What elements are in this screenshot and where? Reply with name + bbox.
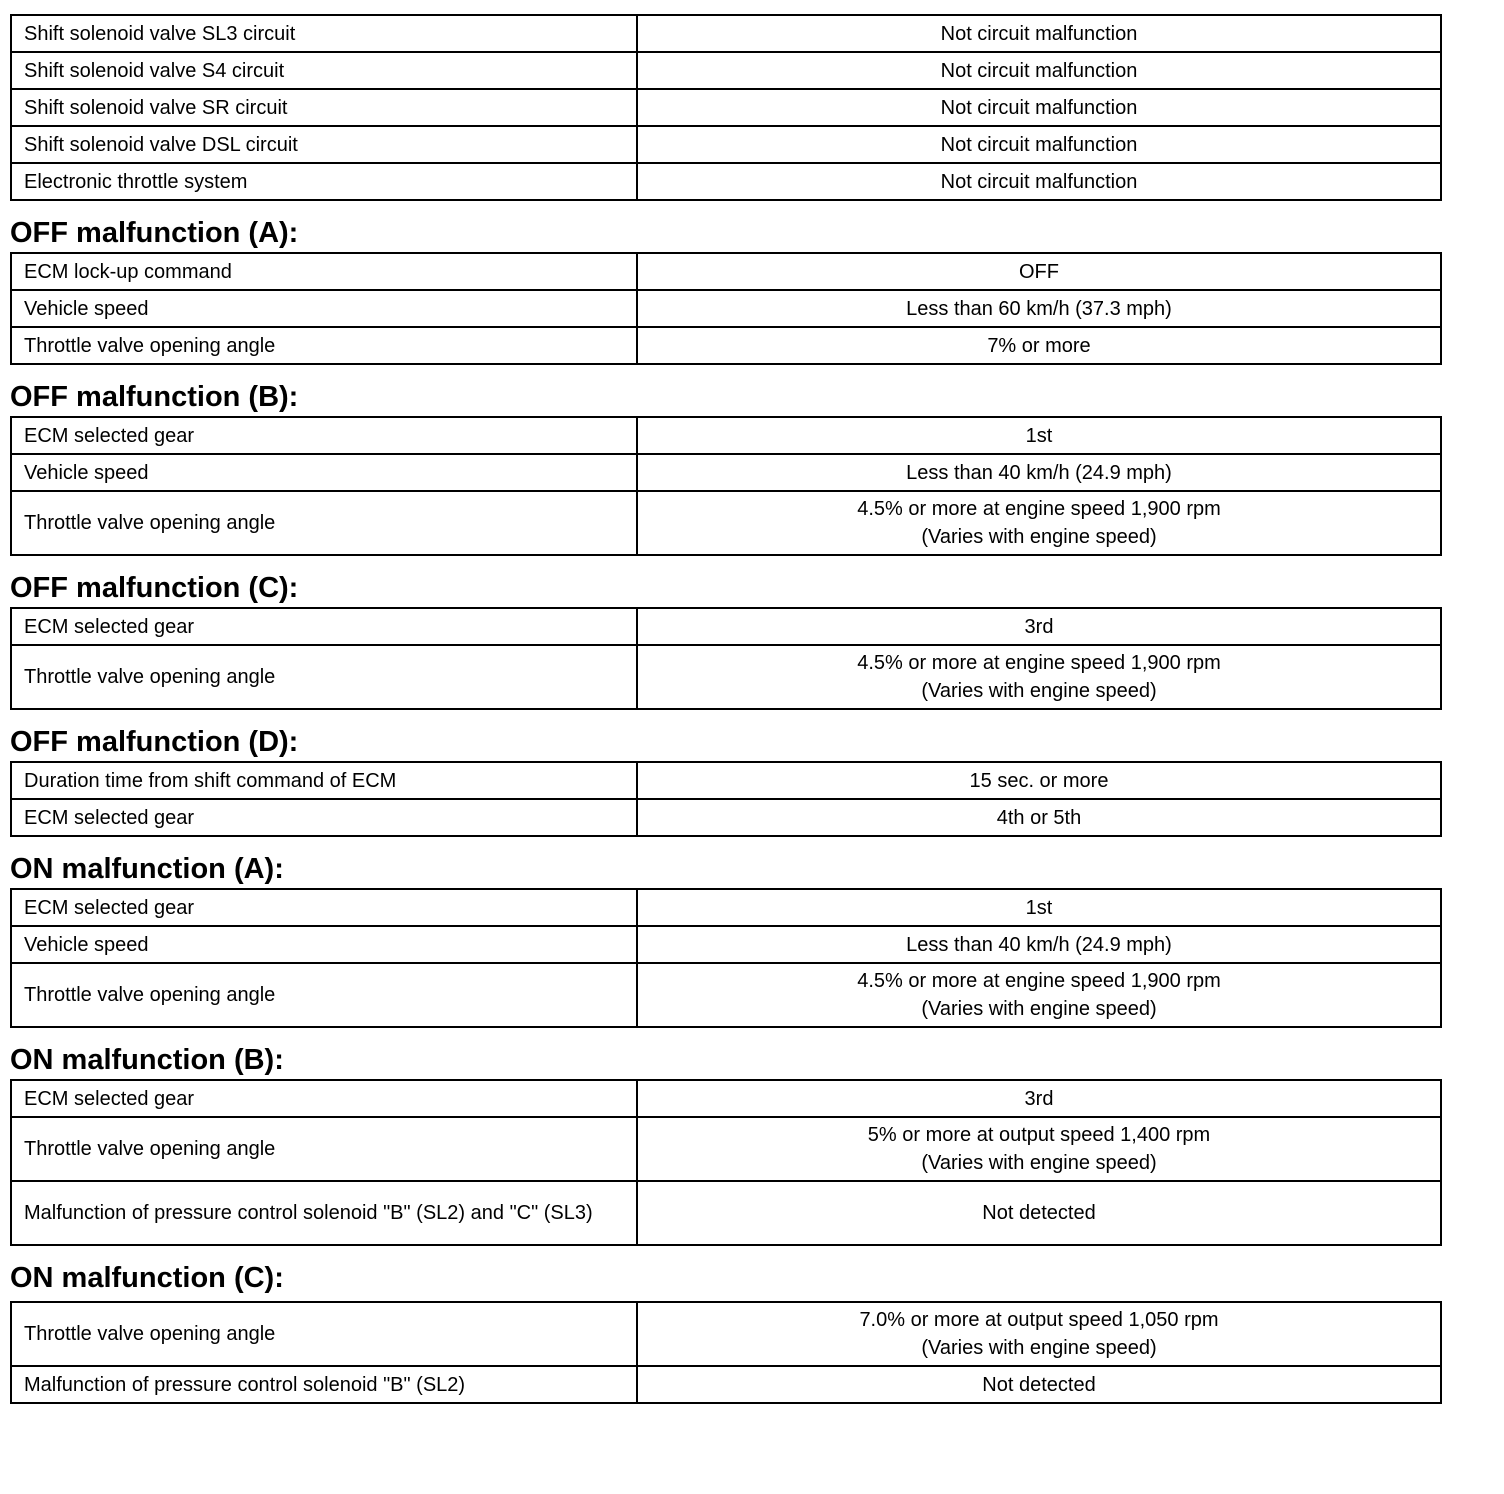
- condition-item: Duration time from shift command of ECM: [11, 762, 637, 799]
- table-row: [11, 1117, 1441, 1181]
- condition-value: 5% or more at output speed 1,400 rpm (Varies with engine speed): [637, 1117, 1441, 1181]
- condition-value: Not detected: [637, 1366, 1441, 1403]
- table-row: [11, 889, 1441, 926]
- condition-item: Throttle valve opening angle: [11, 1117, 637, 1181]
- condition-item: Shift solenoid valve S4 circuit: [11, 52, 637, 89]
- section-heading-off-d: OFF malfunction (D):: [10, 726, 299, 758]
- table-row: [11, 645, 1441, 709]
- condition-item: Shift solenoid valve DSL circuit: [11, 126, 637, 163]
- section-heading-off-a: OFF malfunction (A):: [10, 217, 299, 249]
- condition-item: Throttle valve opening angle: [11, 645, 637, 709]
- off-malfunction-b-table: [10, 416, 1442, 556]
- table-row: [11, 926, 1441, 963]
- condition-item: Throttle valve opening angle: [11, 327, 637, 364]
- on-malfunction-b-table: [10, 1079, 1442, 1246]
- condition-item: Electronic throttle system: [11, 163, 637, 200]
- table-row: [11, 799, 1441, 836]
- condition-value: 3rd: [637, 608, 1441, 645]
- condition-value: 15 sec. or more: [637, 762, 1441, 799]
- condition-item: Shift solenoid valve SL3 circuit: [11, 15, 637, 52]
- table-row: [11, 963, 1441, 1027]
- section-heading-on-b: ON malfunction (B):: [10, 1044, 284, 1076]
- off-malfunction-c-table: [10, 607, 1442, 710]
- condition-item: Malfunction of pressure control solenoid "B" (SL2) and "C" (SL3): [11, 1181, 637, 1245]
- condition-value: OFF: [637, 253, 1441, 290]
- table-row: [11, 762, 1441, 799]
- condition-item: Vehicle speed: [11, 290, 637, 327]
- off-malfunction-a-table: [10, 252, 1442, 365]
- table-row: [11, 15, 1441, 52]
- condition-value: 1st: [637, 417, 1441, 454]
- table-row: [11, 1181, 1441, 1245]
- condition-value: Less than 40 km/h (24.9 mph): [637, 926, 1441, 963]
- section-heading-off-c: OFF malfunction (C):: [10, 572, 299, 604]
- table-row: [11, 253, 1441, 290]
- condition-value: Not circuit malfunction: [637, 163, 1441, 200]
- table-row: [11, 290, 1441, 327]
- condition-value: 4.5% or more at engine speed 1,900 rpm (Varies with engine speed): [637, 963, 1441, 1027]
- condition-item: Vehicle speed: [11, 926, 637, 963]
- condition-item: Malfunction of pressure control solenoid "B" (SL2): [11, 1366, 637, 1403]
- on-malfunction-c-table: [10, 1301, 1442, 1404]
- table-row: [11, 491, 1441, 555]
- condition-item: Shift solenoid valve SR circuit: [11, 89, 637, 126]
- condition-value: Not detected: [637, 1181, 1441, 1245]
- condition-value: Not circuit malfunction: [637, 52, 1441, 89]
- section-heading-off-b: OFF malfunction (B):: [10, 381, 299, 413]
- condition-item: Throttle valve opening angle: [11, 963, 637, 1027]
- table-row: [11, 327, 1441, 364]
- table-row: [11, 417, 1441, 454]
- condition-item: ECM selected gear: [11, 889, 637, 926]
- table-row: [11, 454, 1441, 491]
- condition-value: Not circuit malfunction: [637, 89, 1441, 126]
- condition-value: 3rd: [637, 1080, 1441, 1117]
- table-row: [11, 52, 1441, 89]
- condition-value: 1st: [637, 889, 1441, 926]
- table-row: [11, 1080, 1441, 1117]
- table-row: [11, 1302, 1441, 1366]
- condition-item: ECM lock-up command: [11, 253, 637, 290]
- document-body: [10, 14, 1442, 1404]
- condition-value: 7% or more: [637, 327, 1441, 364]
- condition-value: Not circuit malfunction: [637, 15, 1441, 52]
- condition-value: 7.0% or more at output speed 1,050 rpm (Varies with engine speed): [637, 1302, 1441, 1366]
- condition-item: Throttle valve opening angle: [11, 1302, 637, 1366]
- condition-item: ECM selected gear: [11, 417, 637, 454]
- off-malfunction-d-table: [10, 761, 1442, 837]
- table-row: [11, 163, 1441, 200]
- condition-item: Vehicle speed: [11, 454, 637, 491]
- circuit-status-table: [10, 14, 1442, 201]
- condition-item: ECM selected gear: [11, 608, 637, 645]
- condition-value: Less than 40 km/h (24.9 mph): [637, 454, 1441, 491]
- condition-item: ECM selected gear: [11, 1080, 637, 1117]
- condition-value: Less than 60 km/h (37.3 mph): [637, 290, 1441, 327]
- condition-value: 4.5% or more at engine speed 1,900 rpm (Varies with engine speed): [637, 645, 1441, 709]
- table-row: [11, 1366, 1441, 1403]
- condition-item: Throttle valve opening angle: [11, 491, 637, 555]
- table-row: [11, 126, 1441, 163]
- section-heading-on-a: ON malfunction (A):: [10, 853, 284, 885]
- condition-value: Not circuit malfunction: [637, 126, 1441, 163]
- section-heading-on-c: ON malfunction (C):: [10, 1262, 284, 1294]
- table-row: [11, 608, 1441, 645]
- condition-value: 4.5% or more at engine speed 1,900 rpm (Varies with engine speed): [637, 491, 1441, 555]
- on-malfunction-a-table: [10, 888, 1442, 1028]
- condition-value: 4th or 5th: [637, 799, 1441, 836]
- table-row: [11, 89, 1441, 126]
- condition-item: ECM selected gear: [11, 799, 637, 836]
